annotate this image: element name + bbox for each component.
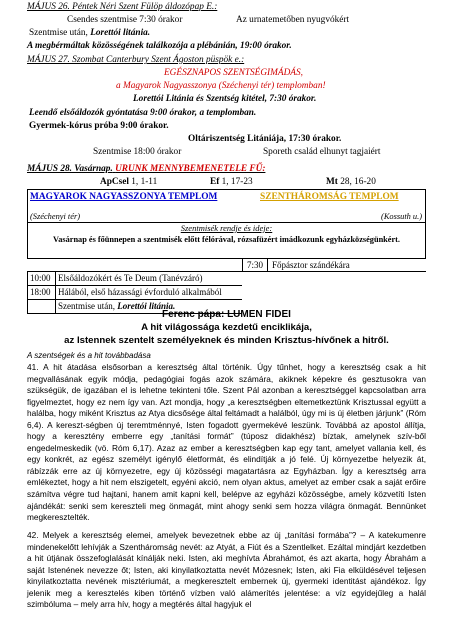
church-header-box bbox=[27, 189, 426, 223]
schedule-time-right: 7:30 bbox=[242, 259, 268, 271]
schedule-table bbox=[27, 259, 426, 314]
may27-adoration-line1: EGÉSZNAPOS SZENTSÉGIMÁDÁS, bbox=[164, 68, 303, 78]
article-title: Ferenc pápa: LUMEN FIDEI bbox=[162, 309, 291, 320]
may28-day: MÁJUS 28. Vasárnap. bbox=[27, 164, 113, 174]
article-subtitle-2: az Istennek szentelt személyeknek és minden Krisztus-hívőnek a hitről. bbox=[64, 335, 389, 346]
may26-confirmed-meeting: A megbérmáltak közösségének találkozója a plébánián, 19:00 órakor. bbox=[27, 41, 292, 51]
schedule-closing: Szentmise után, Lorettói litánia. bbox=[55, 300, 175, 313]
schedule-desc: Hálából, első házassági évforduló alkalmából bbox=[55, 286, 222, 299]
mass-order-title: Szentmisék rendje és ideje: bbox=[180, 223, 273, 233]
schedule-desc-right: Főpásztor szándékára bbox=[272, 260, 350, 270]
may27-adoration-line2: a Magyarok Nagyasszonya (Széchenyi tér) templomban! bbox=[116, 81, 326, 91]
may27-confession: Leendő elsőáldozók gyóntatása 9:00 órakor, a templomban. bbox=[29, 108, 257, 118]
may27-litany: Lorettói Litánia és Szentség kitétel, 7:30 órakor. bbox=[133, 94, 317, 104]
may27-mass-time: Szentmise 18:00 órakor bbox=[93, 147, 182, 157]
may27-heading: MÁJUS 27. Szombat Canterbury Szent Ágoston püspök e.: bbox=[27, 55, 245, 65]
schedule-time: 18:00 bbox=[30, 287, 51, 297]
schedule-row bbox=[27, 259, 426, 272]
may27-mass-intent: Sporeth család elhunyt tagjaiért bbox=[263, 147, 381, 157]
may27-choir: Gyermek-kórus próba 9:00 órakor. bbox=[29, 121, 169, 131]
church-left-name: MAGYAROK NAGYASSZONYA TEMPLOM bbox=[30, 192, 218, 202]
may26-litany: Szentmise után, Lorettói litánia. bbox=[29, 28, 151, 38]
reading-1: ApCsel 1, 1-11 bbox=[100, 177, 158, 187]
mass-order-box bbox=[27, 223, 426, 259]
may28-feast: URUNK MENNYBEMENETELE FŰ: bbox=[115, 164, 266, 174]
reading-3: Mt 28, 16-20 bbox=[326, 177, 376, 187]
schedule-row bbox=[27, 286, 242, 300]
paragraph-41: 41. A hit átadása elsősorban a keresztség által történik. Úgy tűnhet, hogy a keresztség csak a hit megvallásának egyik módja, pedagógiai fogás azok számára, akiknek képekre és gesztusokra van szükségük, de igazában el is lehetne tekinteni tőle. Szent Pál azonban a keresztséggel kapcsolatban arra figyelmeztet, hogy ez nem így van. Azt mondja, hogy „a keresztségben eltemetkeztünk Krisztussal együtt a halálba, hogy miként Krisztus az Atya dicsősége által feltámadt a halálból, úgy mi is új életben járjunk” (Róm 6,4). A kereszt-ségben új teremtménnyé, Isten fogadott gyermekévé leszünk. Továbbá az apostol állítja, hogy a keresztény emberre egy „tanítási formát” (túposz didakhész) bíztak, amelynek szív-ből engedelmeskedik (vö. Róm 6,17). Azaz az ember a keresztségben kap egy tant, amelyet vallania kell, és egy konkrét, az egész személyt igénylő életformát, és elindítják a jó felé. Új környezetbe helyezik át, rábízzák erre az új környezetre, egy új közösségi magatartásra az Egyházban. Így a keresztség arra emlékeztet, hogy a hit nem elszigetelt, egyéni akció, nem olyan aktus, amelyet az ember csak a saját erőire számítva végre tud hajtani, hanem amit kapni kell, belépve az egyházi közösségbe, amely közvetíti Isten ajándékát: senki sem kereszteli meg önmagát, mint ahogy senki sem hozza világra önmagát. Bennünket megkeresztelték. bbox=[27, 362, 426, 523]
reading-2: Ef 1, 17-23 bbox=[210, 177, 253, 187]
rosary-note: Vasárnap és főünnepen a szentmisék előtt félórával, rózsafüzért imádkozunk egyházközségünkért. bbox=[53, 235, 400, 244]
church-right-name: SZENTHÁROMSÁG TEMPLOM bbox=[260, 192, 399, 202]
may27-altar-litany: Oltáriszentség Litániája, 17:30 órakor. bbox=[188, 134, 342, 144]
church-right-sub: (Kossuth u.) bbox=[381, 212, 422, 221]
schedule-time: 10:00 bbox=[30, 273, 51, 283]
may28-heading bbox=[27, 164, 265, 175]
paragraph-42: 42. Melyek a keresztség elemei, amelyek bevezetnek ebbe az új „tanítási formába”? – A katekumenre mindenekelőtt lehívják a Szentháromság nevét: az Atyát, a Fiút és a Szentlelket. Ezáltal mindjárt kezdetben a hit útjának összefoglalását kínálják neki. Isten, aki meghívta Ábrahámot, és azt akarta, hogy Ábrahám a saját Istenének nevezze őt; Isten, aki kinyilatkoztatta nevét Mózesnek; Isten, aki Fia elküldésével teljesen kinyilatkoztatta nevének misztériumát, a megkeresztelt embernek új, gyermeki identitást ajándékoz. Így jelenik meg a keresztelés kiben történő vízben való alámerítés jelentése: a víz egyidejűleg a halál szimbóluma – mely arra hív, hogy a megtérés által hagyjuk el bbox=[27, 530, 426, 610]
may26-mass-time: Csendes szentmise 7:30 órakor bbox=[67, 15, 183, 25]
section-heading: A szentségek és a hit továbbadása bbox=[27, 351, 151, 360]
may26-heading: MÁJUS 26. Péntek Néri Szent Fülöp áldozópap E.: bbox=[27, 2, 218, 12]
schedule-desc: Elsőáldozókért és Te Deum (Tanévzáró) bbox=[55, 272, 203, 285]
may26-mass-intent: Az urnatemetőben nyugvókért bbox=[236, 15, 350, 25]
article-subtitle: A hit világossága kezdetű enciklikája, bbox=[141, 322, 312, 333]
schedule-row bbox=[27, 272, 242, 286]
church-left-sub: (Széchenyi tér) bbox=[30, 212, 80, 221]
